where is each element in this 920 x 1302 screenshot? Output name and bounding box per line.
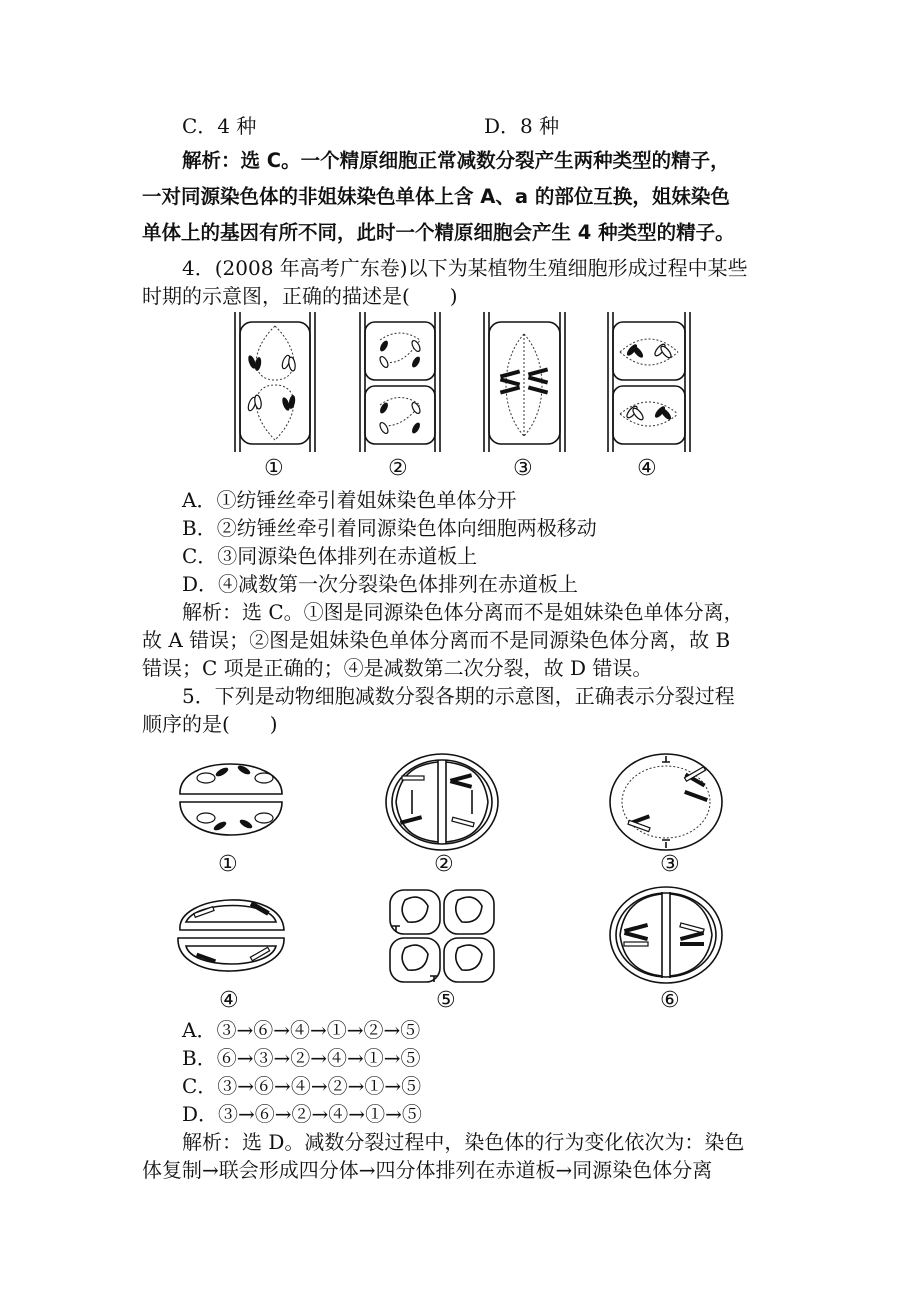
q4-option-c: C．③同源染色体排列在赤道板上	[182, 544, 478, 568]
q5-cell-6-chromosomes	[624, 923, 704, 946]
q4-label-4: ④	[637, 456, 657, 481]
q4-stem-line-2: 时期的示意图，正确的描述是( )	[142, 284, 458, 308]
q5-cell-3-chromosomes	[628, 767, 708, 832]
q5-option-a: A．③→⑥→④→①→②→⑤	[182, 1018, 421, 1042]
q5-cell-3-diagram	[610, 754, 722, 850]
q5-label-2: ②	[434, 852, 454, 877]
q5-label-3: ③	[660, 852, 680, 877]
q4-label-2: ②	[388, 456, 408, 481]
q5-cell-1-chromosomes	[197, 764, 273, 832]
q5-label-5: ⑤	[436, 988, 456, 1013]
q5-analysis-line-2: 体复制→联会形成四分体→四分体排列在赤道板→同源染色体分离	[142, 1158, 713, 1182]
q5-cell-5-diagram	[390, 890, 494, 982]
q4-label-1: ①	[264, 456, 284, 481]
q4-analysis-line-1: 解析：选 C。①图是同源染色体分离而不是姐妹染色单体分离，	[182, 600, 744, 624]
q5-cell-1-diagram	[180, 764, 282, 835]
q5-cell-4-diagram	[178, 900, 284, 971]
q4-analysis-line-2: 故 A 错误；②图是姐妹染色单体分离而不是同源染色体分离，故 B	[142, 628, 731, 652]
q4-label-3: ③	[513, 456, 533, 481]
q4-cell-4-diagram	[608, 312, 690, 452]
q4-cell-2-diagram	[360, 312, 440, 452]
q3-option-c: C．4 种	[182, 114, 257, 138]
q3-analysis-line-1: 解析：选 C。一个精原细胞正常减数分裂产生两种类型的精子，	[182, 149, 730, 172]
q4-stem-line-1: 4．(2008 年高考广东卷)以下为某植物生殖细胞形成过程中某些	[182, 256, 748, 280]
q5-option-b: B．⑥→③→②→④→①→⑤	[182, 1046, 421, 1070]
q4-cell-4-chromosomes	[625, 343, 673, 422]
q5-label-6: ⑥	[660, 988, 680, 1013]
q3-analysis-line-3: 单体上的基因有所不同，此时一个精原细胞会产生 4 种类型的精子。	[142, 221, 735, 244]
q5-option-d: D．③→⑥→②→④→①→⑤	[182, 1102, 422, 1126]
q3-analysis-line-2: 一对同源染色体的非姐妹染色单体上含 A、a 的部位互换，姐妹染色	[142, 185, 730, 208]
q4-option-d: D．④减数第一次分裂染色体排列在赤道板上	[182, 572, 579, 596]
q5-analysis-line-1: 解析：选 D。减数分裂过程中，染色体的行为变化依次为：染色	[182, 1130, 745, 1154]
q5-cell-2-chromosomes	[400, 773, 474, 827]
q4-cell-2-chromosomes	[378, 339, 421, 434]
q4-option-b: B．②纺锤丝牵引着同源染色体向细胞两极移动	[182, 516, 597, 540]
q5-cell-2-diagram	[386, 754, 498, 850]
q4-cell-1-diagram	[235, 312, 315, 452]
q5-cell-6-diagram	[610, 887, 722, 983]
q5-cell-4-chromosomes	[194, 901, 270, 963]
q3-option-d: D．8 种	[484, 114, 560, 138]
q5-option-c: C．③→⑥→④→②→①→⑤	[182, 1074, 422, 1098]
q5-label-1: ①	[218, 852, 238, 877]
q5-stem-line-1: 5．下列是动物细胞减数分裂各期的示意图，正确表示分裂过程	[182, 684, 735, 708]
q5-stem-line-2: 顺序的是( )	[142, 712, 278, 736]
q4-option-a: A．①纺锤丝牵引着姐妹染色单体分开	[182, 488, 517, 512]
q4-cell-3-diagram	[484, 312, 565, 452]
q4-cell-1-chromosomes	[247, 354, 296, 411]
q4-analysis-line-3: 错误；C 项是正确的；④是减数第二次分裂，故 D 错误。	[142, 656, 653, 680]
q5-label-4: ④	[219, 988, 239, 1013]
